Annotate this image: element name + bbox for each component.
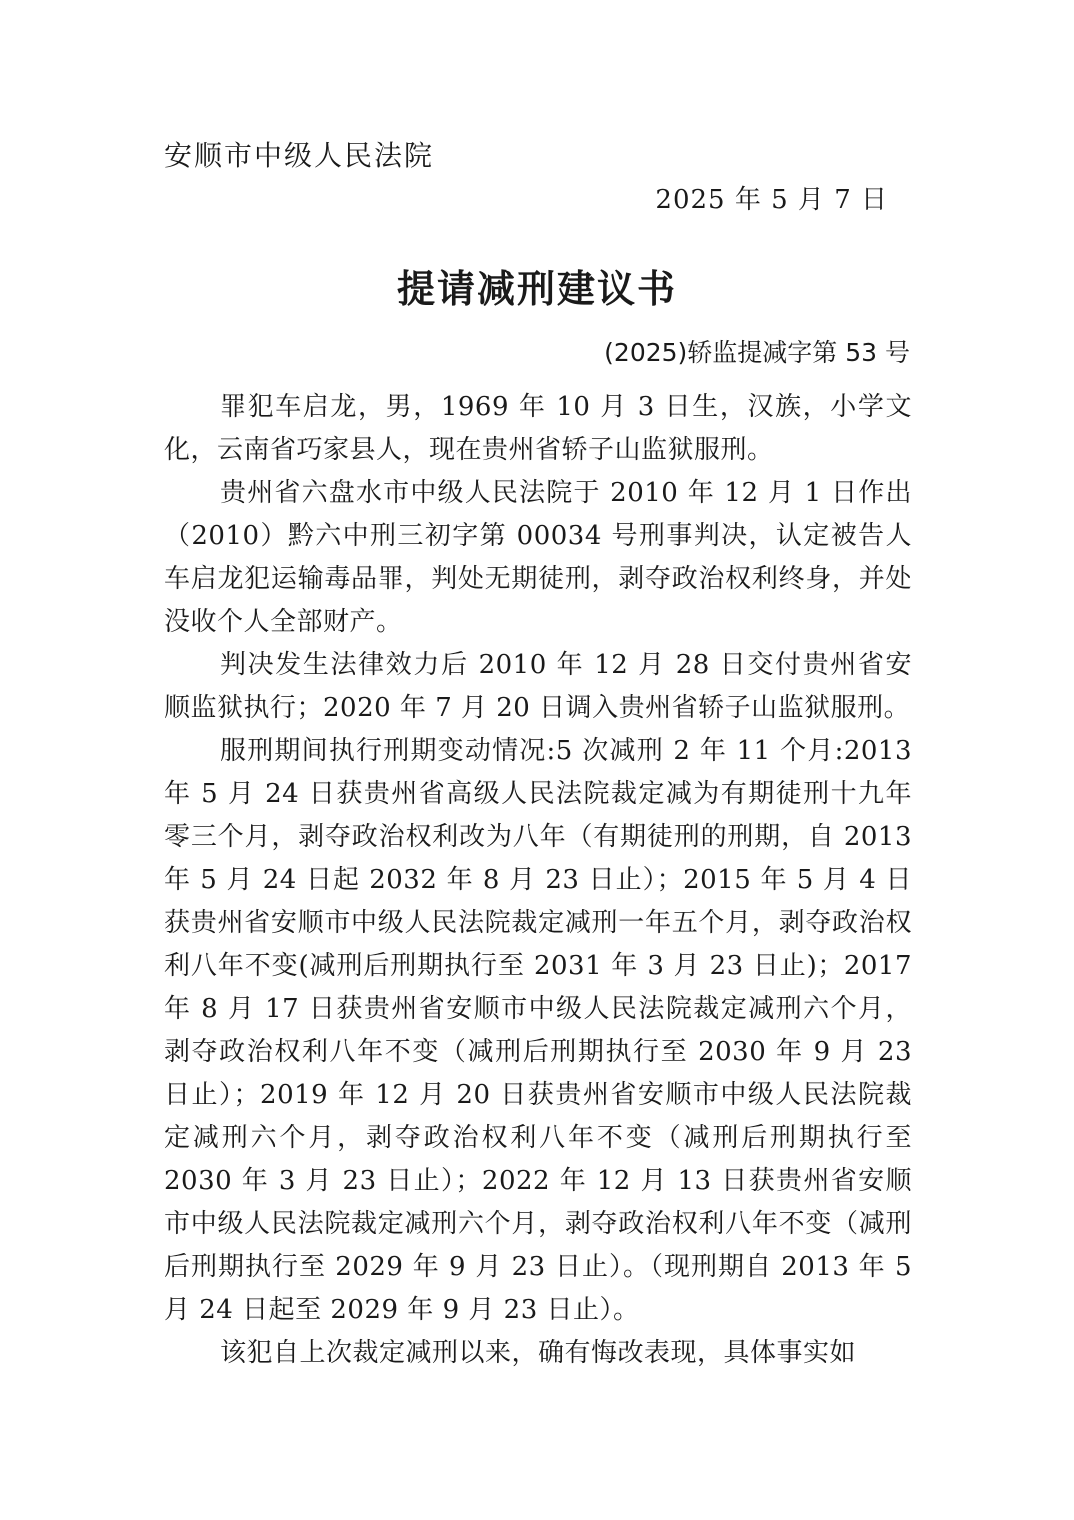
document-date: 2025 年 5 月 7 日 <box>655 185 888 215</box>
paragraph-judgment: 贵州省六盘水市中级人民法院于 2010 年 12 月 1 日作出（2010）黔六中刑三初字第 00034 号刑事判决，认定被告人车启龙犯运输毒品罪，判处无期徒刑，剥夺政治权利终身，并处没收个人全部财产。 <box>164 478 912 637</box>
document-body <box>164 386 912 1375</box>
document-number: (2025)轿监提减字第 53 号 <box>604 338 910 367</box>
addressee: 安顺市中级人民法院 <box>164 139 435 172</box>
paragraph-criminal-info: 罪犯车启龙，男，1969 年 10 月 3 日生，汉族，小学文化，云南省巧家县人，现在贵州省轿子山监狱服刑。 <box>164 392 912 465</box>
paragraph-remorse: 该犯自上次裁定减刑以来，确有悔改表现，具体事实如 <box>220 1338 857 1368</box>
document-title: 提请减刑建议书 <box>396 266 677 311</box>
paragraph-execution: 判决发生法律效力后 2010 年 12 月 28 日交付贵州省安顺监狱执行；2020 年 7 月 20 日调入贵州省轿子山监狱服刑。 <box>164 650 912 723</box>
paragraph-sentence-changes: 服刑期间执行刑期变动情况:5 次减刑 2 年 11 个月:2013 年 5 月 24 日获贵州省高级人民法院裁定减为有期徒刑十九年零三个月，剥夺政治权利改为八年（有期徒刑的刑期，自 2013 年 5 月 24 日起 2032 年 8 月 23 日止）；2015 年 5 月 4 日获贵州省安顺市中级人民法院裁定减刑一年五个月，剥夺政治权利八年不变(减刑后刑期执行至 2031 年 3 月 23 日止)；2017 年 8 月 17 日获贵州省安顺市中级人民法院裁定减刑六个月，剥夺政治权利八年不变（减刑后刑期执行至 2030 年 9 月 23 日止）；2019 年 12 月 20 日获贵州省安顺市中级人民法院裁定减刑六个月，剥夺政治权利八年不变（减刑后刑期执行至 2030 年 3 月 23 日止）；2022 年 12 月 13 日获贵州省安顺市中级人民法院裁定减刑六个月，剥夺政治权利八年不变（减刑后刑期执行至 2029 年 9 月 23 日止）。（现刑期自 2013 年 5 月 24 日起至 2029 年 9 月 23 日止）。 <box>164 736 912 1325</box>
